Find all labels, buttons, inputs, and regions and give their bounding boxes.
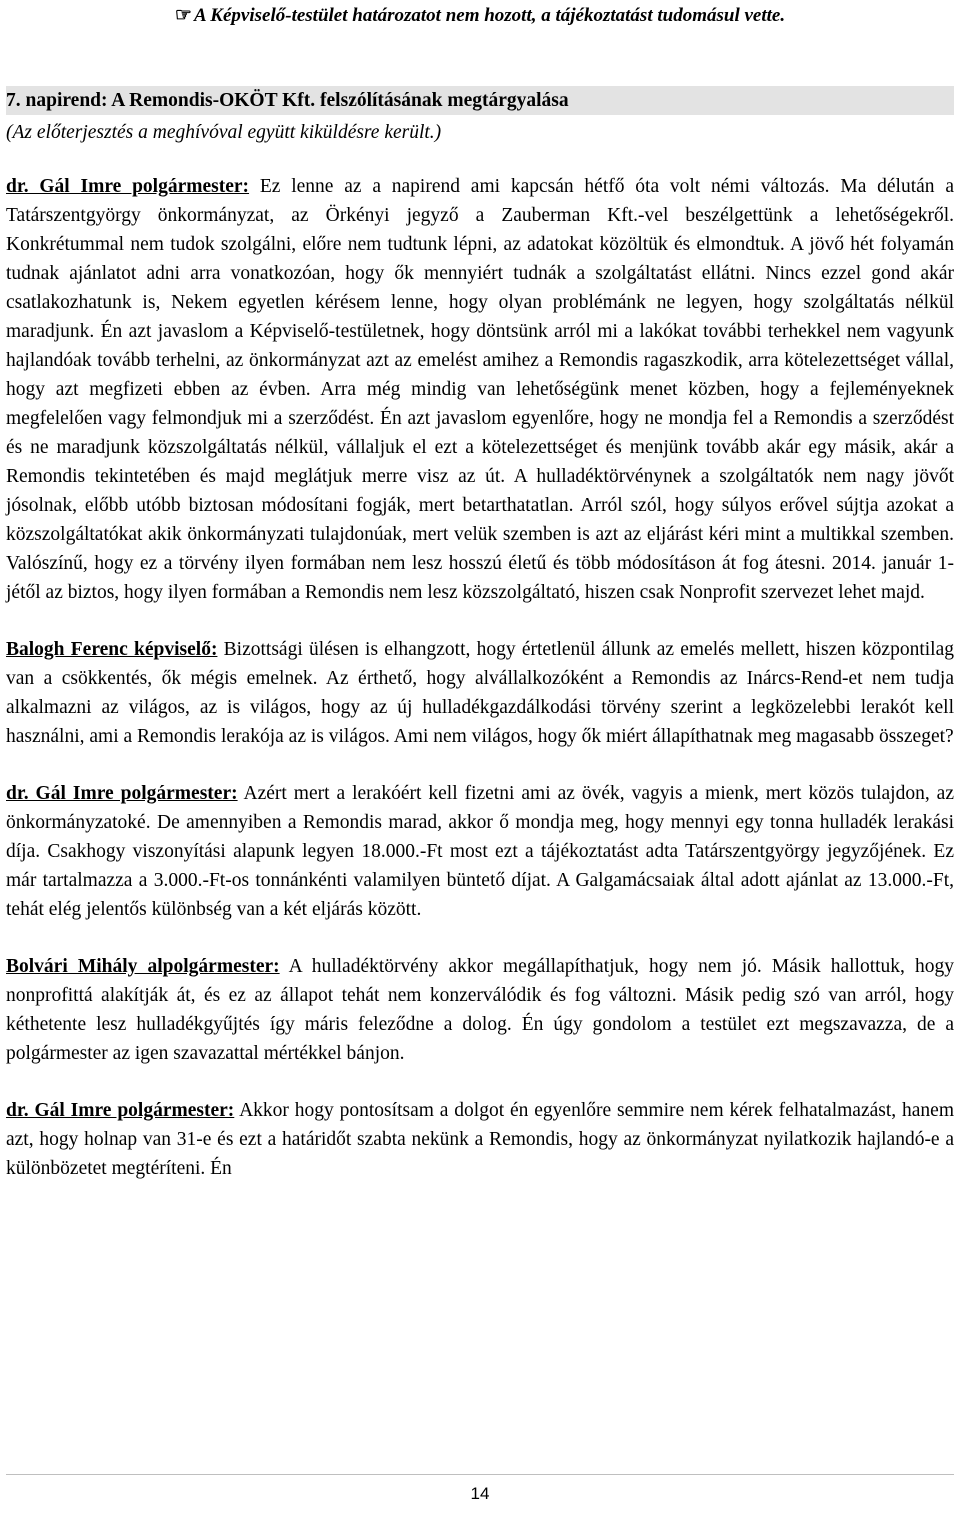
paragraph-text: Azért mert a lerakóért kell fizetni ami az övék, vagyis a mienk, mert közös tulajdon, az önkormányzatoké. De amennyiben a Remondis marad, akkor ő mondja meg, hogy mennyi egy tonna hulladék lerakási díja. Csakhogy viszonyítási alapunk legyen 18.000.-Ft most ezt a tájékoztatást adta Tatárszentgyörgy jegyzőjének. Ez már tartalmazza a 3.000.-Ft-os tonnánkénti valamilyen büntető díjat. A Galgamácsaiak által adott ajánlat az 13.000.-Ft, tehát elég jelentős különbség van a két eljárás között. bbox=[6, 783, 954, 920]
speaker-name: dr. Gál Imre polgármester: bbox=[6, 1100, 235, 1121]
paragraph bbox=[6, 1096, 954, 1183]
paragraph-text: A hulladéktörvény akkor megállapíthatjuk, hogy nem jó. Másik hallottuk, hogy nonprofittá alakítják át, és ez az állapot tehát nem konzerválódik és fog változni. Másik pedig szó van arról, hogy kéthetente lesz hulladékgyűjtés így máris feleződne a dolog. Én úgy gondolom a testület ezt megszavazza, de a polgármester az igen szavazattal mértékkel bánjon. bbox=[6, 956, 954, 1064]
minutes-body bbox=[6, 172, 954, 1211]
paragraph bbox=[6, 779, 954, 924]
footer-divider bbox=[6, 1474, 954, 1475]
paragraph-text: Akkor hogy pontosítsam a dolgot én egyenlőre semmire nem kérek felhatalmazást, hanem azt, hogy holnap van 31-e és ezt a határidőt szabta nekünk a Remondis, hogy az önkormányzat nyilatkozik hajlandó-e a különbözetet megtéríteni. Én bbox=[6, 1100, 954, 1179]
paragraph bbox=[6, 952, 954, 1068]
paragraph bbox=[6, 635, 954, 751]
agenda-note: (Az előterjesztés a meghívóval együtt kiküldésre került.) bbox=[6, 122, 442, 143]
page-header bbox=[0, 4, 960, 28]
speaker-name: Bolvári Mihály alpolgármester: bbox=[6, 956, 280, 977]
speaker-name: dr. Gál Imre polgármester: bbox=[6, 783, 238, 804]
speaker-name: dr. Gál Imre polgármester: bbox=[6, 176, 250, 197]
paragraph-text: Ez lenne az a napirend ami kapcsán hétfő óta volt némi változás. Ma délután a Tatárszentgyörgy önkormányzat, az Örkényi jegyző a Zauberman Kft.-vel beszélgettünk a lehetőségekről. Konkrétummal nem tudok szolgálni, előre nem tudtunk lépni, az adatokat közöltük és elmondtuk. A jövő hét folyamán tudnak ajánlatot adni arra vonatkozóan, hogy ők mennyiért tudnák a szolgáltatást ellátni. Nincs ezzel gond akár csatlakozhatunk is, Nekem egyetlen kérésem lenne, hogy olyan problémánk ne legyen, hogy szolgáltatás nélkül maradjunk. Én azt javaslom a Képviselő-testületnek, hogy döntsünk arról mi a lakókat további terhekkel nem vagyunk hajlandóak tovább terhelni, az önkormányzat azt az emelést amihez a Remondis ragaszkodik, arra kötelezettséget vállal, hogy azt megfizeti ebben az évben. Arra még mindig van lehetőségünk menet közben, hogy a fejleményeknek megfelelően vagy felmondjuk mi a szerződést. Én azt javaslom egyenlőre, hogy ne mondja fel a Remondis a szerződést és ne maradjunk közszolgáltatás nélkül, vállaljuk el ezt a kötelezettséget és menjünk tovább akár egy másik, akár a Remondis tekintetében és majd meglátjuk merre visz az út. A hulladéktörvénynek a szolgáltatók nem nagy jövőt jósolnak, előbb utóbb biztosan módosítani fogják, mert betarthatatlan. Arról szól, hogy súlyos erővel sújtja azokat a közszolgáltatókat akik önkormányzati tulajdonúak, mert velük szemben is azt az eljárást kéri mint a multikkal szemben. Valószínű, hogy ez a törvény ilyen formában nem lesz hosszú életű és több módosításon át fog átesni. 2014. január 1-jétől az biztos, hogy ilyen formában a Remondis nem lesz közszolgáltató, hiszen csak Nonprofit szervezet lehet majd. bbox=[6, 176, 954, 603]
speaker-name: Balogh Ferenc képviselő: bbox=[6, 639, 218, 660]
paragraph bbox=[6, 172, 954, 607]
agenda-title: 7. napirend: A Remondis-OKÖT Kft. felszólításának megtárgyalása bbox=[6, 86, 954, 115]
hand-pointing-icon: ☞ bbox=[174, 5, 192, 26]
page-number: 14 bbox=[470, 1484, 490, 1503]
header-title: A Képviselő-testület határozatot nem hozott, a tájékoztatást tudomásul vette. bbox=[193, 5, 786, 26]
paragraph-text: Bizottsági ülésen is elhangzott, hogy értetlenül állunk az emelés mellett, hiszen központilag van a csökkentés, ők mégis emelnek. Az érthető, hogy alvállalkozóként a Remondis az Inárcs-Rend-et nem tudja alkalmazni az világos, az is világos, hogy az új hulladékgazdálkodási törvény szerint a legközelebbi lerakót kell használni, ami a Remondis lerakója az is világos. Ami nem világos, hogy ők miért állapíthatnak meg magasabb összeget? bbox=[6, 639, 954, 747]
